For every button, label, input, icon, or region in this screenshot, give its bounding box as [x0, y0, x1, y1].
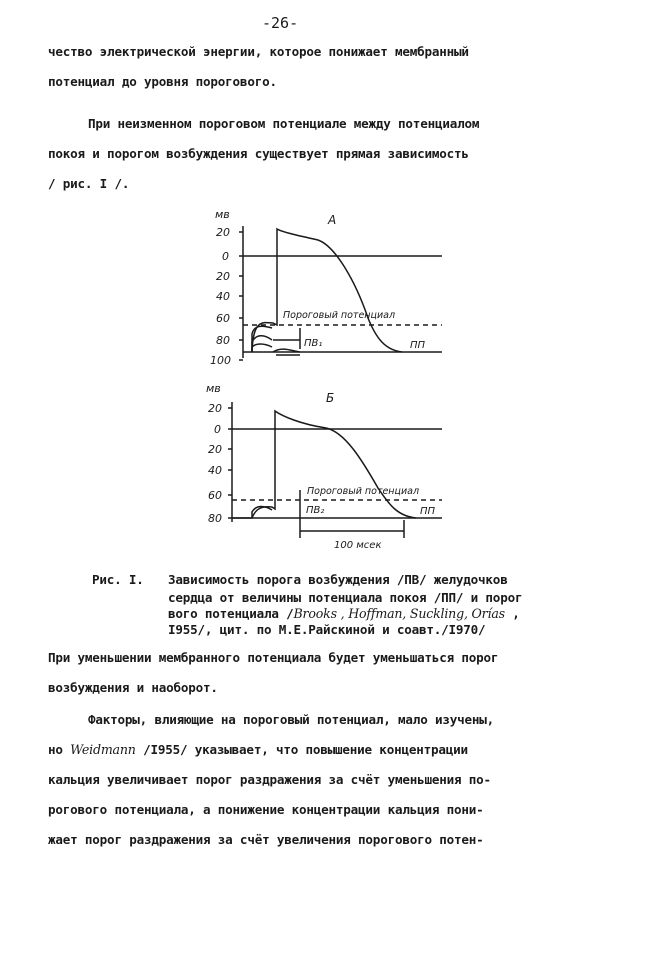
tick-label: 20 — [208, 402, 222, 415]
author-handwritten: Weidmann — [70, 742, 136, 757]
panel-b-action-potential — [232, 411, 416, 518]
tick-label: 20 — [208, 443, 222, 456]
panel-a-label: А — [328, 213, 337, 227]
pv-label: ПВ₁ — [304, 338, 323, 349]
text-line: рогового потенциала, а понижение концентрации кальция пони- — [48, 802, 484, 817]
threshold-label: Пороговый потенциал — [307, 486, 420, 497]
panel-a-unit: мв — [215, 208, 230, 221]
text-line: но Weidmann /I955/ указывает, что повышение концентрации — [48, 742, 468, 757]
panel-a-subthreshold-3 — [252, 344, 272, 352]
panel-b-label: Б — [326, 391, 335, 405]
rest-label: ПП — [410, 340, 426, 351]
caption-line: сердца от величины потенциала покоя /ПП/ и порог — [168, 590, 523, 605]
text-line: / рис. I /. — [48, 176, 130, 191]
tick-label: 60 — [208, 489, 222, 502]
panel-b-unit: мв — [206, 382, 221, 395]
text-line: Факторы, влияющие на пороговый потенциал, мало изучены, — [88, 712, 495, 727]
text-line: При неизменном пороговом потенциале между потенциалом — [88, 116, 480, 131]
caption-line: вого потенциала /Brooks , Hoffman, Suckling, Orías , — [168, 606, 520, 621]
tick-label: 60 — [216, 312, 230, 325]
caption-prefix: Рис. I. — [92, 572, 144, 587]
text-line: жает порог раздражения за счёт увеличения порогового потен- — [48, 832, 484, 847]
time-scale-label: 100 мсек — [334, 540, 382, 551]
caption-line: I955/, цит. по М.Е.Райскиной и соавт./I970/ — [168, 622, 486, 637]
pv-label: ПВ₂ — [306, 505, 325, 516]
page-number: -26- — [262, 14, 299, 32]
rest-label: ПП — [420, 506, 436, 517]
text-line: возбуждения и наоборот. — [48, 680, 218, 695]
threshold-label: Пороговый потенциал — [283, 310, 396, 321]
tick-label: 20 — [216, 226, 230, 239]
text-line: При уменьшении мембранного потенциала будет уменьшаться порог — [48, 650, 499, 665]
caption-line: Зависимость порога возбуждения /ПВ/ желудочков — [168, 572, 508, 587]
tick-label: 0 — [222, 250, 229, 263]
caption-authors-handwritten: Brooks , Hoffman, Suckling, Orías — [293, 606, 505, 621]
tick-label: 100 — [210, 354, 231, 367]
text-line: чество электрической энергии, которое понижает мембранный — [48, 44, 469, 59]
tick-label: 0 — [214, 423, 221, 436]
tick-label: 20 — [216, 270, 230, 283]
panel-a-action-potential — [252, 229, 402, 352]
text-line: потенциал до уровня порогового. — [48, 74, 277, 89]
text-line: кальция увеличивает порог раздражения за счёт уменьшения по- — [48, 772, 491, 787]
tick-label: 80 — [208, 512, 222, 525]
text-line: покоя и порогом возбуждения существует прямая зависимость — [48, 146, 469, 161]
tick-label: 40 — [216, 290, 230, 303]
tick-label: 80 — [216, 334, 230, 347]
tick-label: 40 — [208, 464, 222, 477]
